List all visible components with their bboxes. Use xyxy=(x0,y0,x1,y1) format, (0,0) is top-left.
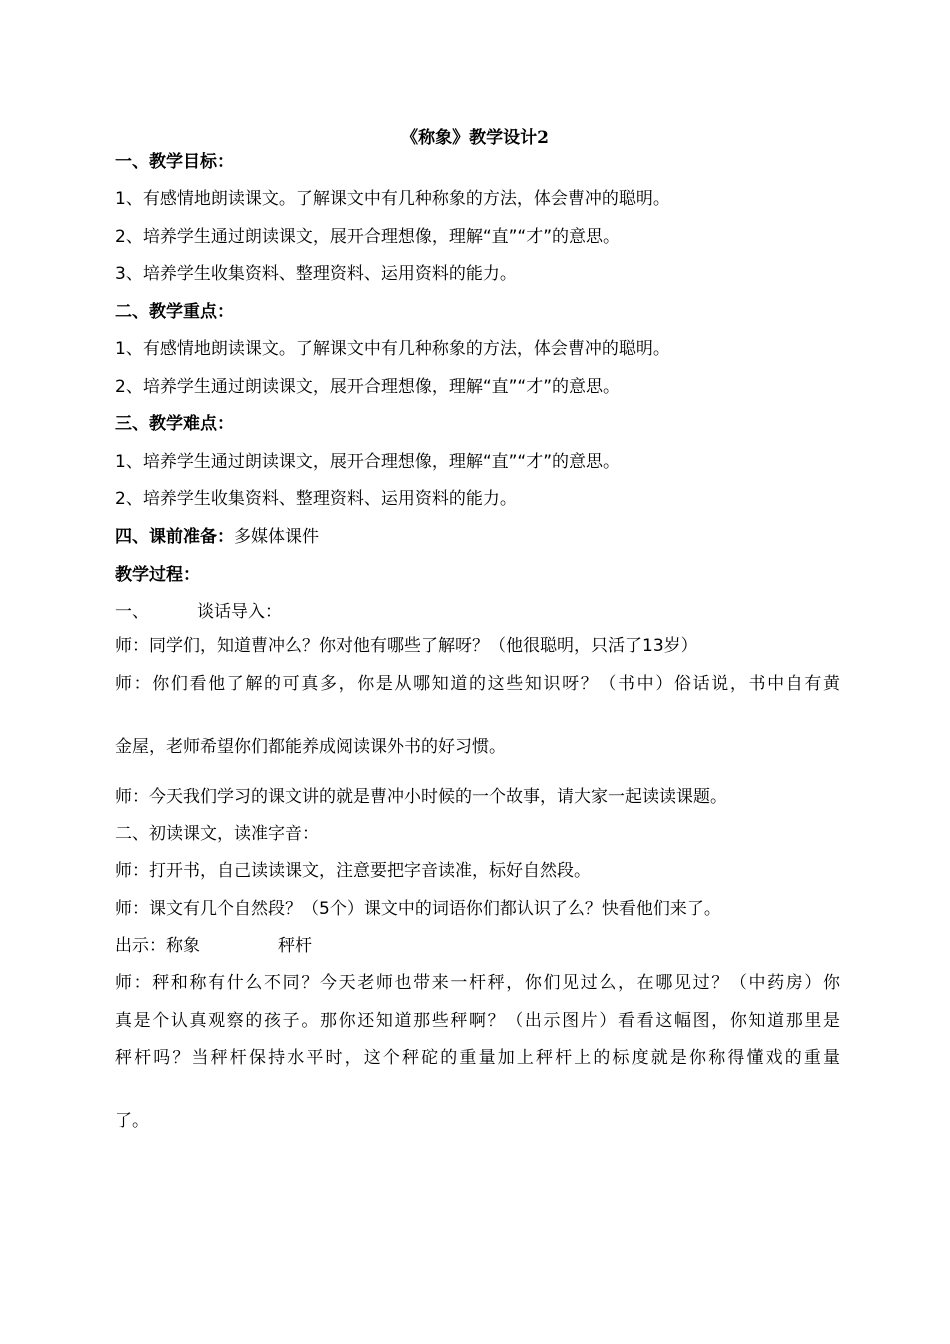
difficulty-2: 2、培养学生收集资料、整理资料、运用资料的能力。 xyxy=(115,489,517,509)
objective-2: 2、培养学生通过朗读课文，展开合理想像，理解“直”“才”的意思。 xyxy=(115,227,621,247)
paragraph-6-line-2: 真是个认真观察的孩子。那你还知道那些秤啊？（出示图片）看看这幅图，你知道那里是 xyxy=(115,1011,840,1031)
key-point-2: 2、培养学生通过朗读课文，展开合理想像，理解“直”“才”的意思。 xyxy=(115,377,621,397)
paragraph-2-line-1: 师：你们看他了解的可真多，你是从哪知道的这些知识呀？（书中）俗话说，书中自有黄 xyxy=(115,674,840,694)
paragraph-1: 师：同学们，知道曹冲么？你对他有哪些了解呀？（他很聪明，只活了13岁） xyxy=(115,636,698,656)
show-words xyxy=(115,934,840,958)
step-1-title: 谈话导入： xyxy=(197,602,282,622)
objective-3: 3、培养学生收集资料、整理资料、运用资料的能力。 xyxy=(115,264,517,284)
preparation-heading: 四、课前准备： xyxy=(115,527,234,547)
paragraph-6-line-3: 秤杆吗？当秤杆保持水平时，这个秤砣的重量加上秤杆上的标度就是你称得懂戏的重量 xyxy=(115,1048,840,1068)
show-label: 出示：称象 xyxy=(115,936,200,956)
paragraph-4: 师：打开书，自己读读课文，注意要把字音读准，标好自然段。 xyxy=(115,861,591,881)
process-heading: 教学过程： xyxy=(115,565,200,585)
step-1-heading xyxy=(115,600,840,624)
paragraph-6-line-1: 师：秤和称有什么不同？今天老师也带来一杆秤，你们见过么，在哪见过？（中药房）你 xyxy=(115,973,840,993)
show-word: 秤杆 xyxy=(278,936,312,956)
difficulty-1: 1、培养学生通过朗读课文，展开合理想像，理解“直”“才”的意思。 xyxy=(115,452,621,472)
page-title: 《称象》教学设计2 xyxy=(401,128,549,148)
section-preparation xyxy=(115,525,840,549)
preparation-value: 多媒体课件 xyxy=(234,527,319,547)
section-difficulties-heading: 三、教学难点： xyxy=(115,414,234,434)
paragraph-5: 师：课文有几个自然段？（5个）课文中的词语你们都认识了么？快看他们来了。 xyxy=(115,899,721,919)
step-2-heading: 二、初读课文，读准字音： xyxy=(115,824,319,844)
section-key-points-heading: 二、教学重点： xyxy=(115,302,234,322)
paragraph-3: 师：今天我们学习的课文讲的就是曹冲小时候的一个故事，请大家一起读读课题。 xyxy=(115,787,727,807)
objective-1: 1、有感情地朗读课文。了解课文中有几种称象的方法，体会曹冲的聪明。 xyxy=(115,189,670,209)
paragraph-6-line-4: 了。 xyxy=(115,1111,149,1131)
step-1-number: 一、 xyxy=(115,602,149,622)
key-point-1: 1、有感情地朗读课文。了解课文中有几种称象的方法，体会曹冲的聪明。 xyxy=(115,339,670,359)
section-objectives-heading: 一、教学目标： xyxy=(115,152,234,172)
paragraph-2-line-2: 金屋，老师希望你们都能养成阅读课外书的好习惯。 xyxy=(115,737,506,757)
